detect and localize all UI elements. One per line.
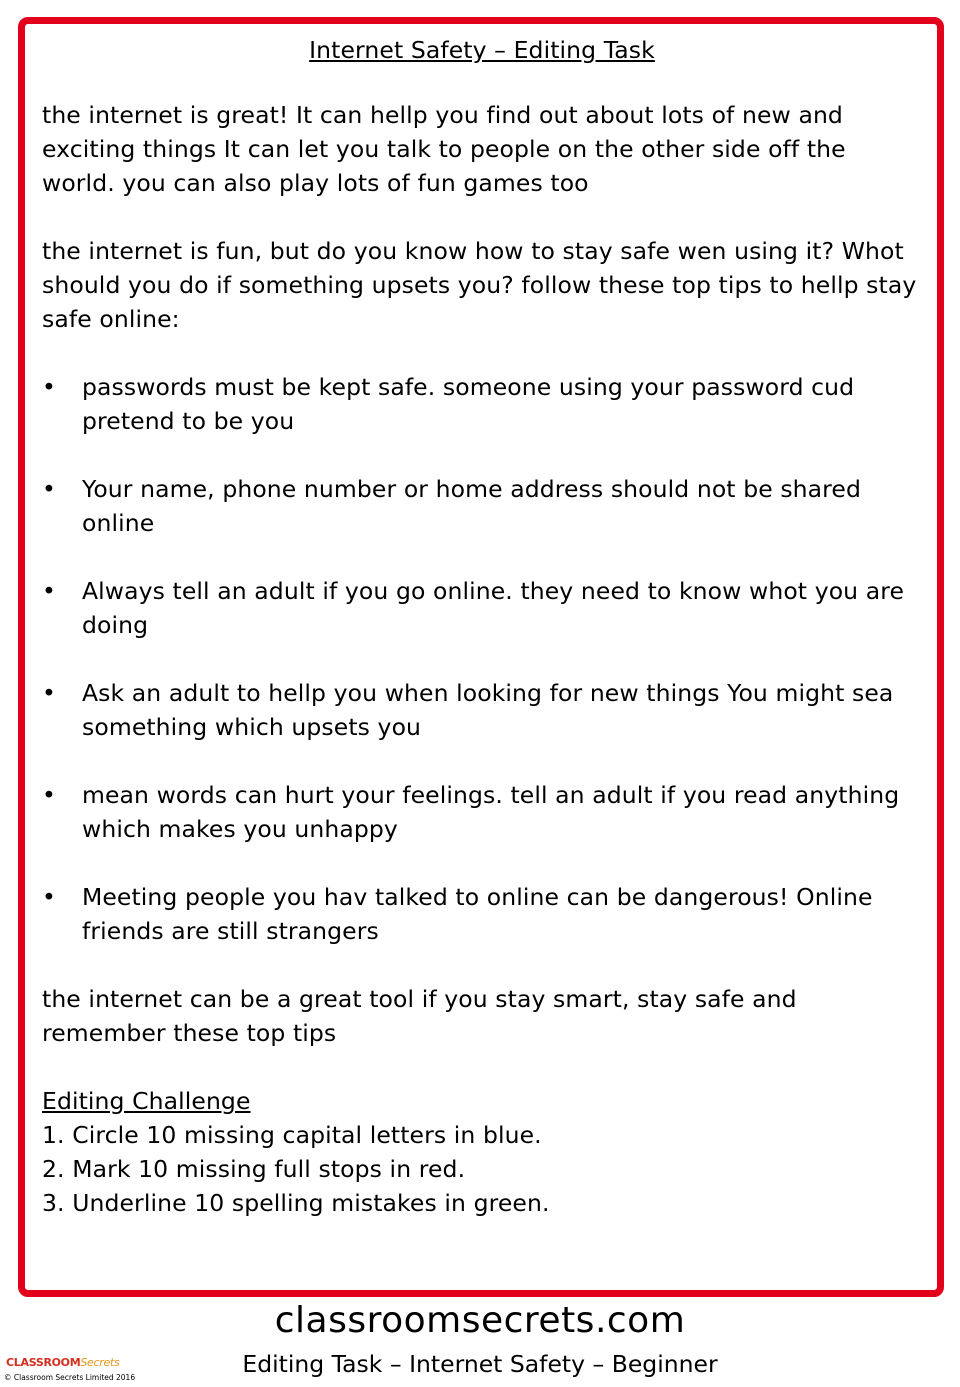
tips-list xyxy=(42,370,922,948)
page-title: Internet Safety – Editing Task xyxy=(309,36,655,64)
list-item xyxy=(42,778,922,846)
bullet-icon: • xyxy=(42,577,56,605)
bullet-icon: • xyxy=(42,373,56,401)
list-item xyxy=(42,472,922,540)
bullet-icon: • xyxy=(42,781,56,809)
footer-subtitle: Editing Task – Internet Safety – Beginner xyxy=(242,1350,718,1378)
challenge-title: Editing Challenge xyxy=(42,1087,251,1115)
tip-text: Your name, phone number or home address should not be shared online xyxy=(82,475,861,537)
closing-paragraph: the internet can be a great tool if you stay smart, stay safe and remember these top tips xyxy=(42,985,797,1047)
worksheet-content xyxy=(42,30,922,1220)
tip-text: passwords must be kept safe. someone using your password cud pretend to be you xyxy=(82,373,855,435)
challenge-steps xyxy=(42,1118,922,1220)
bullet-icon: • xyxy=(42,679,56,707)
copyright-notice: © Classroom Secrets Limited 2016 xyxy=(4,1373,136,1382)
list-item xyxy=(42,370,922,438)
tip-text: Always tell an adult if you go online. they need to know whot you are doing xyxy=(82,577,905,639)
bullet-icon: • xyxy=(42,883,56,911)
intro-paragraph-2: the internet is fun, but do you know how to stay safe wen using it? Whot should you do if something upsets you? follow these top tips to hellp stay safe online: xyxy=(42,237,917,333)
bullet-icon: • xyxy=(42,475,56,503)
footer-site-url: classroomsecrets.com xyxy=(274,1300,686,1341)
challenge-step: 3. Underline 10 spelling mistakes in green. xyxy=(42,1189,550,1217)
tip-text: mean words can hurt your feelings. tell an adult if you read anything which makes you unhappy xyxy=(82,781,900,843)
classroom-secrets-logo xyxy=(6,1353,131,1373)
challenge-step: 1. Circle 10 missing capital letters in blue. xyxy=(42,1121,542,1149)
list-item xyxy=(42,676,922,744)
challenge-step: 2. Mark 10 missing full stops in red. xyxy=(42,1155,466,1183)
list-item xyxy=(42,880,922,948)
tip-text: Ask an adult to hellp you when looking for new things You might sea something which upsets you xyxy=(82,679,894,741)
logo-text-classroom: CLASSROOM xyxy=(6,1356,81,1369)
intro-paragraph-1: the internet is great! It can hellp you find out about lots of new and exciting things It can let you talk to people on the other side off the world. you can also play lots of fun games too xyxy=(42,101,846,197)
tip-text: Meeting people you hav talked to online can be dangerous! Online friends are still strangers xyxy=(82,883,873,945)
logo-text-secrets: Secrets xyxy=(80,1356,120,1369)
list-item xyxy=(42,574,922,642)
